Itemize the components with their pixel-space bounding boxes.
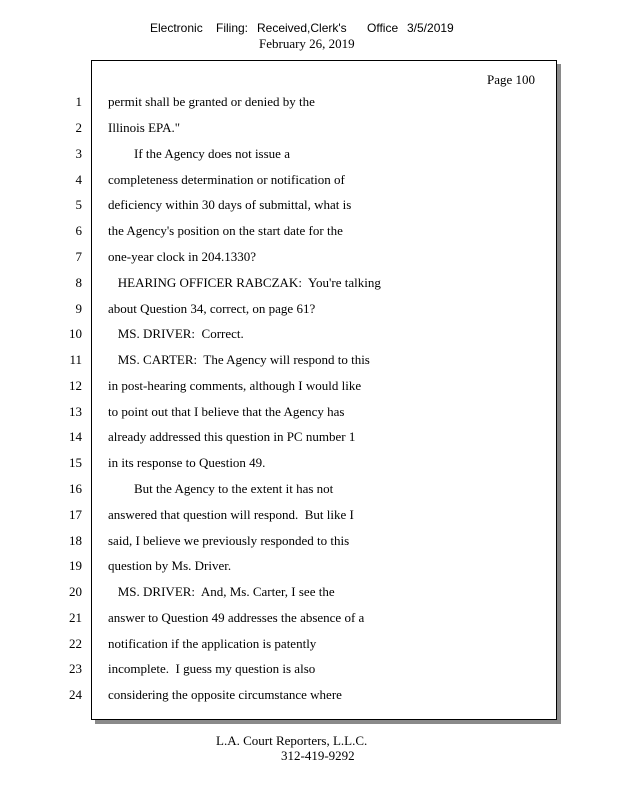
line-text: in its response to Question 49. (108, 455, 266, 470)
line-text: permit shall be granted or denied by the (108, 94, 315, 109)
line-number: 6 (75, 223, 82, 238)
line-text: to point out that I believe that the Agency has (108, 404, 345, 419)
line-number: 7 (75, 249, 82, 264)
line-text: If the Agency does not issue a (108, 146, 290, 161)
reporter-phone: 312-419-9292 (281, 748, 355, 763)
line-text: MS. DRIVER: And, Ms. Carter, I see the (108, 584, 335, 599)
line-number: 22 (69, 636, 82, 651)
line-text: incomplete. I guess my question is also (108, 661, 316, 676)
line-text: said, I believe we previously responded to this (108, 533, 350, 548)
line-number: 3 (75, 146, 82, 161)
line-number: 2 (75, 120, 82, 135)
line-number: 21 (69, 610, 82, 625)
stamp-word: Office (367, 21, 399, 35)
line-text: one-year clock in 204.1330? (108, 249, 257, 264)
line-text: Illinois EPA." (108, 120, 181, 135)
line-text: MS. CARTER: The Agency will respond to this (108, 352, 370, 367)
line-text: HEARING OFFICER RABCZAK: You're talking (108, 275, 381, 290)
line-text: about Question 34, correct, on page 61? (108, 301, 316, 316)
line-number: 11 (69, 352, 82, 367)
line-text: already addressed this question in PC number 1 (108, 429, 356, 444)
stamp-date: 3/5/2019 (407, 21, 454, 35)
stamp-word: Received,Clerk's (257, 21, 347, 35)
line-text: deficiency within 30 days of submittal, what is (108, 197, 352, 212)
line-text: answered that question will respond. But like I (108, 507, 354, 522)
line-number: 9 (75, 301, 82, 316)
line-number: 14 (69, 429, 82, 444)
line-text: But the Agency to the extent it has not (108, 481, 334, 496)
line-number: 23 (69, 661, 82, 676)
line-text: answer to Question 49 addresses the absence of a (108, 610, 365, 625)
line-number: 16 (69, 481, 82, 496)
stamp-word: Electronic (150, 21, 203, 35)
line-number: 13 (69, 404, 82, 419)
page-number: Page 100 (487, 72, 536, 87)
line-text: MS. DRIVER: Correct. (108, 326, 244, 341)
line-number: 15 (69, 455, 82, 470)
stamp-word: Filing: (216, 21, 249, 35)
line-text: in post-hearing comments, although I would like (108, 378, 362, 393)
line-text: considering the opposite circumstance where (108, 687, 342, 702)
line-number: 5 (75, 197, 82, 212)
line-number: 17 (69, 507, 82, 522)
line-text: notification if the application is patently (108, 636, 317, 651)
line-number: 18 (69, 533, 82, 548)
line-number: 20 (69, 584, 82, 599)
line-number: 24 (69, 687, 82, 702)
line-number: 12 (69, 378, 82, 393)
line-number: 4 (75, 172, 82, 187)
line-text: question by Ms. Driver. (108, 558, 232, 573)
line-number: 1 (75, 94, 82, 109)
line-number: 8 (75, 275, 82, 290)
line-text: the Agency's position on the start date for the (108, 223, 343, 238)
line-text: completeness determination or notification of (108, 172, 345, 187)
line-number: 10 (69, 326, 82, 341)
filed-date: February 26, 2019 (259, 36, 355, 51)
line-number: 19 (69, 558, 82, 573)
reporter-company: L.A. Court Reporters, L.L.C. (216, 733, 368, 748)
